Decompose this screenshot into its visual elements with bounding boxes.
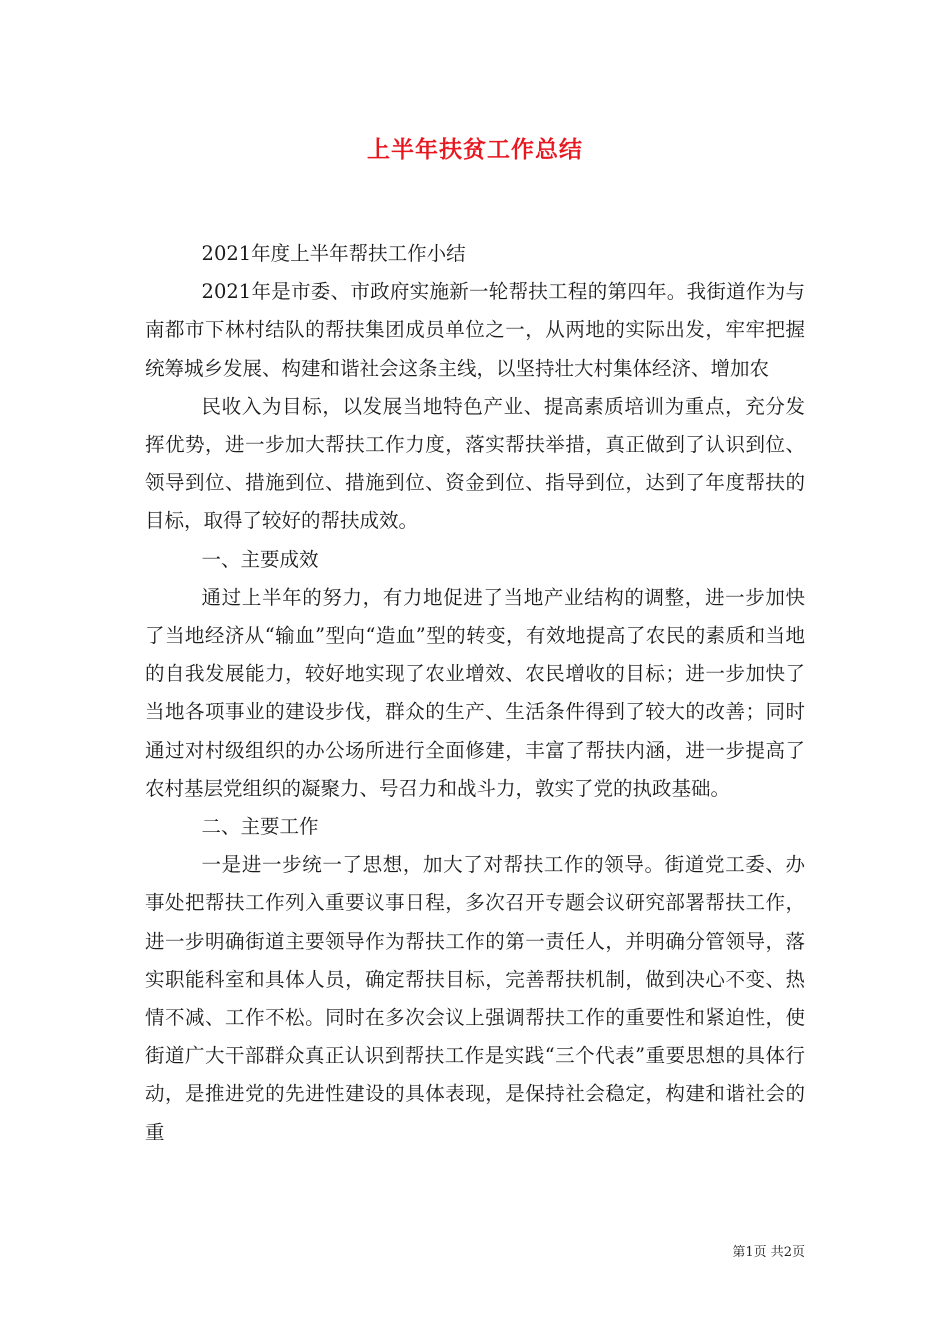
section-heading: 二、主要工作 bbox=[201, 815, 319, 839]
page-number: 第1页 共2页 bbox=[732, 1245, 805, 1260]
body-paragraph: 民收入为目标，以发展当地特色产业、提高素质培训为重点，充分发挥优势，进一步加大帮扶工作力度，落实帮扶举措，真正做到了认识到位、领导到位、措施到位、措施到位、资金到位、指导到位，达到了年度帮扶的目标，取得了较好的帮扶成效。 bbox=[145, 394, 805, 533]
document-title: 上半年扶贫工作总结 bbox=[367, 136, 583, 163]
subtitle-paragraph: 2021年度上半年帮扶工作小结 bbox=[201, 242, 466, 265]
document-body bbox=[145, 235, 805, 1152]
body-paragraph: 一是进一步统一了思想，加大了对帮扶工作的领导。街道党工委、办事处把帮扶工作列入重要议事日程，多次召开专题会议研究部署帮扶工作，进一步明确街道主要领导作为帮扶工作的第一责任人，并明确分管领导，落实职能科室和具体人员，确定帮扶目标，完善帮扶机制，做到决心不变、热情不减、工作不松。同时在多次会议上强调帮扶工作的重要性和紧迫性，使街道广大干部群众真正认识到帮扶工作是实践“三个代表”重要思想的具体行动，是推进党的先进性建设的具体表现，是保持社会稳定，构建和谐社会的重 bbox=[145, 853, 805, 1144]
body-paragraph: 通过上半年的努力，有力地促进了当地产业结构的调整，进一步加快了当地经济从“输血”型向“造血”型的转变，有效地提高了农民的素质和当地的自我发展能力，较好地实现了农业增效、农民增收的目标；进一步加快了当地各项事业的建设步伐，群众的生产、生活条件得到了较大的改善；同时通过对村级组织的办公场所进行全面修建，丰富了帮扶内涵，进一步提高了农村基层党组织的凝聚力、号召力和战斗力，敦实了党的执政基础。 bbox=[145, 585, 805, 800]
body-paragraph: 2021年是市委、市政府实施新一轮帮扶工程的第四年。我街道作为与南都市下林村结队的帮扶集团成员单位之一，从两地的实际出发，牢牢把握统筹城乡发展、构建和谐社会这条主线，以坚持壮大村集体经济、增加农 bbox=[145, 280, 805, 380]
section-heading: 一、主要成效 bbox=[201, 547, 319, 571]
